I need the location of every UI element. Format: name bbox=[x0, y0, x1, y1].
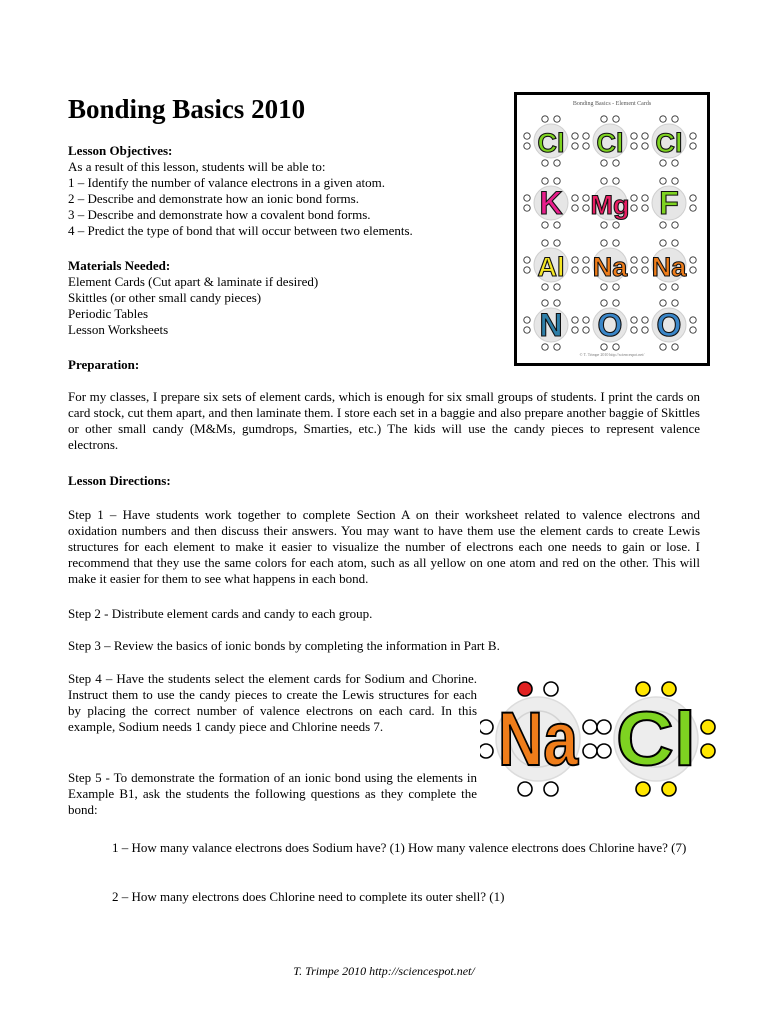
page-title: Bonding Basics 2010 bbox=[68, 94, 306, 124]
step-2-text: Step 2 - Distribute element cards and candy to each group. bbox=[68, 606, 373, 621]
objectives-heading: Lesson Objectives: bbox=[68, 143, 173, 158]
lewis-atom bbox=[480, 682, 597, 796]
element-symbol: K bbox=[539, 185, 563, 221]
page-footer: T. Trimpe 2010 http://sciencespot.net/ bbox=[293, 964, 475, 978]
lewis-element-symbol: Cl bbox=[616, 697, 696, 782]
materials-section bbox=[68, 258, 488, 338]
lesson-objectives-section bbox=[68, 143, 488, 239]
valence-electron bbox=[662, 782, 676, 796]
step-3-text: Step 3 – Review the basics of ionic bonds by completing the information in Part B. bbox=[68, 638, 500, 653]
element-card bbox=[524, 300, 578, 350]
valence-electron bbox=[636, 682, 650, 696]
question-1-text: 1 – How many valance electrons does Sodium have? (1) How many valence electrons does Chlorine have? (7) bbox=[112, 840, 687, 855]
valence-electron bbox=[480, 744, 493, 758]
element-symbol: Na bbox=[592, 252, 628, 282]
materials-heading: Materials Needed: bbox=[68, 258, 171, 273]
element-cards-figure bbox=[514, 92, 710, 366]
valence-electron bbox=[583, 720, 597, 734]
lewis-element-symbol: Na bbox=[498, 697, 579, 782]
valence-electron bbox=[597, 720, 611, 734]
valence-electron bbox=[518, 782, 532, 796]
valence-electron bbox=[597, 744, 611, 758]
question-2-text: 2 – How many electrons does Chlorine need to complete its outer shell? (1) bbox=[112, 889, 505, 904]
element-card bbox=[524, 178, 578, 228]
element-cards-grid bbox=[517, 111, 707, 351]
lewis-atom bbox=[597, 682, 715, 796]
preparation-text: For my classes, I prepare six sets of element cards, which is enough for six small groups of students. I print the cards on card stock, cut them apart, and then laminate them. I store each set in a baggie and also prepare another baggie of Skittles or other small candy (M&Ms, gumdrops, Smarties, etc.) The kids will use the candy pieces to represent valence electrons. bbox=[68, 389, 700, 452]
valence-electron bbox=[662, 682, 676, 696]
element-symbol: Na bbox=[651, 252, 687, 282]
element-card bbox=[642, 300, 696, 350]
step-1-text: Step 1 – Have students work together to complete Section A on their worksheet related to valence electrons and oxidation numbers and then discuss their answers. You may want to have them use the element cards to create Lewis structures for each element to make it easier to visualize the number of electrons each one needs to gain or lose. I recommend that they use the same colors for each atom, such as all yellow on one atom and red on the other. This will make it easier for them to see what happens in each bond. bbox=[68, 507, 700, 586]
element-symbol: Al bbox=[537, 252, 565, 282]
objective-item: 3 – Describe and demonstrate how a covalent bond forms. bbox=[68, 207, 371, 222]
element-card bbox=[524, 116, 578, 166]
valence-electron bbox=[701, 720, 715, 734]
element-card bbox=[583, 300, 637, 350]
valence-electron bbox=[480, 720, 493, 734]
element-symbol: F bbox=[659, 185, 679, 221]
step-4-text: Step 4 – Have the students select the element cards for Sodium and Chorine. Instruct them to use the candy pieces to create the Lewis structures for each by placing the correct number of valence electrons on each card. In this example, Sodium needs 1 candy piece and Chlorine needs 7. bbox=[68, 671, 477, 734]
valence-electron bbox=[544, 682, 558, 696]
lewis-structure-figure bbox=[480, 673, 720, 803]
element-symbol: Mg bbox=[590, 190, 630, 220]
preparation-heading: Preparation: bbox=[68, 357, 140, 372]
element-symbol: Cl bbox=[596, 128, 624, 158]
objective-item: 2 – Describe and demonstrate how an ionic bond forms. bbox=[68, 191, 359, 206]
element-symbol: O bbox=[597, 307, 623, 343]
material-item: Periodic Tables bbox=[68, 306, 149, 321]
element-card bbox=[524, 240, 578, 290]
step-5-text: Step 5 - To demonstrate the formation of an ionic bond using the elements in Example B1, ask the students the following questions as they complete the bond: bbox=[68, 770, 477, 817]
element-symbol: O bbox=[656, 307, 682, 343]
valence-electron bbox=[518, 682, 532, 696]
valence-electron bbox=[583, 744, 597, 758]
valence-electron bbox=[701, 744, 715, 758]
element-card bbox=[583, 178, 637, 228]
element-cards-caption: Bonding Basics - Element Cards bbox=[572, 101, 652, 107]
element-card bbox=[583, 116, 637, 166]
element-symbol: Cl bbox=[537, 128, 565, 158]
element-card bbox=[642, 116, 696, 166]
material-item: Element Cards (Cut apart & laminate if desired) bbox=[68, 274, 319, 289]
valence-electron bbox=[636, 782, 650, 796]
objective-item: 1 – Identify the number of valance electrons in a given atom. bbox=[68, 175, 385, 190]
objectives-intro: As a result of this lesson, students will be able to: bbox=[68, 159, 326, 174]
valence-electron bbox=[544, 782, 558, 796]
objective-item: 4 – Predict the type of bond that will occur between two elements. bbox=[68, 223, 413, 238]
material-item: Skittles (or other small candy pieces) bbox=[68, 290, 262, 305]
element-card bbox=[642, 240, 696, 290]
element-card bbox=[642, 178, 696, 228]
material-item: Lesson Worksheets bbox=[68, 322, 169, 337]
directions-heading: Lesson Directions: bbox=[68, 473, 171, 488]
element-symbol: Cl bbox=[655, 128, 683, 158]
element-cards-credit: © T. Trimpe 2010 http://sciencespot.net/ bbox=[579, 352, 645, 357]
element-card bbox=[583, 240, 637, 290]
element-symbol: N bbox=[539, 307, 563, 343]
